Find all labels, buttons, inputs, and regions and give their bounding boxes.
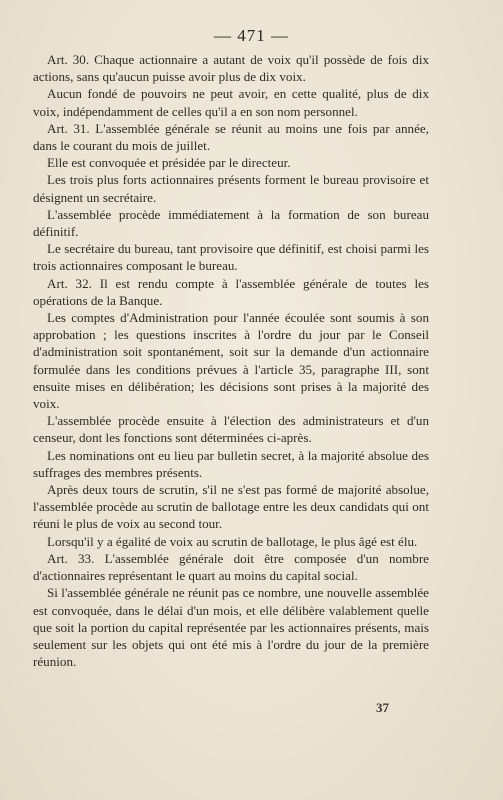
paragraph-art-32: Art. 32. Il est rendu compte à l'assemblée générale de toutes les opérations de la Banque. bbox=[33, 275, 429, 308]
page-number: — 471 — bbox=[214, 26, 289, 45]
signature-mark: 37 bbox=[376, 700, 389, 715]
paragraph: L'assemblée procède immédiatement à la formation de son bureau définitif. bbox=[33, 206, 429, 240]
paragraph: Le secrétaire du bureau, tant provisoire que définitif, est choisi parmi les trois actionnaires composant le bureau. bbox=[33, 241, 429, 274]
paragraph-art-31: Art. 31. L'assemblée générale se réunit au moins une fois par année, dans le courant du mois de juillet. bbox=[33, 120, 429, 154]
paragraph: Si l'assemblée générale ne réunit pas ce nombre, une nouvelle assemblée est convoquée, dans le délai d'un mois, et elle délibère valablement quelle que soit la portion du capital représentée par les actionnaires présents, mais seulement sur les objets qui ont été mis à l'ordre du jour de la première réunion. bbox=[33, 585, 429, 670]
paragraph-art-33: Art. 33. L'assemblée générale doit être composée d'un nombre d'actionnaires représentant le quart au moins du capital social. bbox=[33, 550, 429, 584]
paragraph: Lorsqu'il y a égalité de voix au scrutin de ballotage, le plus âgé est élu. bbox=[47, 533, 418, 549]
paragraph: Les nominations ont eu lieu par bulletin secret, à la majorité absolue des suffrages des membres présents. bbox=[33, 447, 429, 480]
paragraph-art-30: Art. 30. Chaque actionnaire a autant de voix qu'il possède de fois dix actions, sans qu'aucun puisse avoir plus de dix voix. bbox=[33, 52, 429, 85]
paragraph: Après deux tours de scrutin, s'il ne s'est pas formé de majorité absolue, l'assemblée procède au scrutin de ballotage entre les deux candidats qui ont réuni le plus de voix au second tour. bbox=[33, 482, 429, 532]
paragraph: L'assemblée procède ensuite à l'élection des administrateurs et d'un censeur, dont les fonctions sont déterminées ci-après. bbox=[33, 413, 429, 446]
paragraph: Les comptes d'Administration pour l'année écoulée sont soumis à son approbation ; les questions inscrites à l'ordre du jour par le Conseil d'administration soit spontanément, soit sur la demande d'un actionnaire formulée dans les conditions prévues à l'article 35, paragraphe III, sont ensuite mises en délibération; les décisions sont prises à la majorité des voix. bbox=[33, 310, 429, 412]
body-text bbox=[33, 51, 429, 670]
paragraph: Elle est convoquée et présidée par le directeur. bbox=[47, 155, 291, 171]
paragraph: Aucun fondé de pouvoirs ne peut avoir, en cette qualité, plus de dix voix, indépendamment de celles qu'il a en son nom personnel. bbox=[33, 86, 429, 119]
paragraph: Les trois plus forts actionnaires présents forment le bureau provisoire et désignent un secrétaire. bbox=[33, 172, 429, 205]
